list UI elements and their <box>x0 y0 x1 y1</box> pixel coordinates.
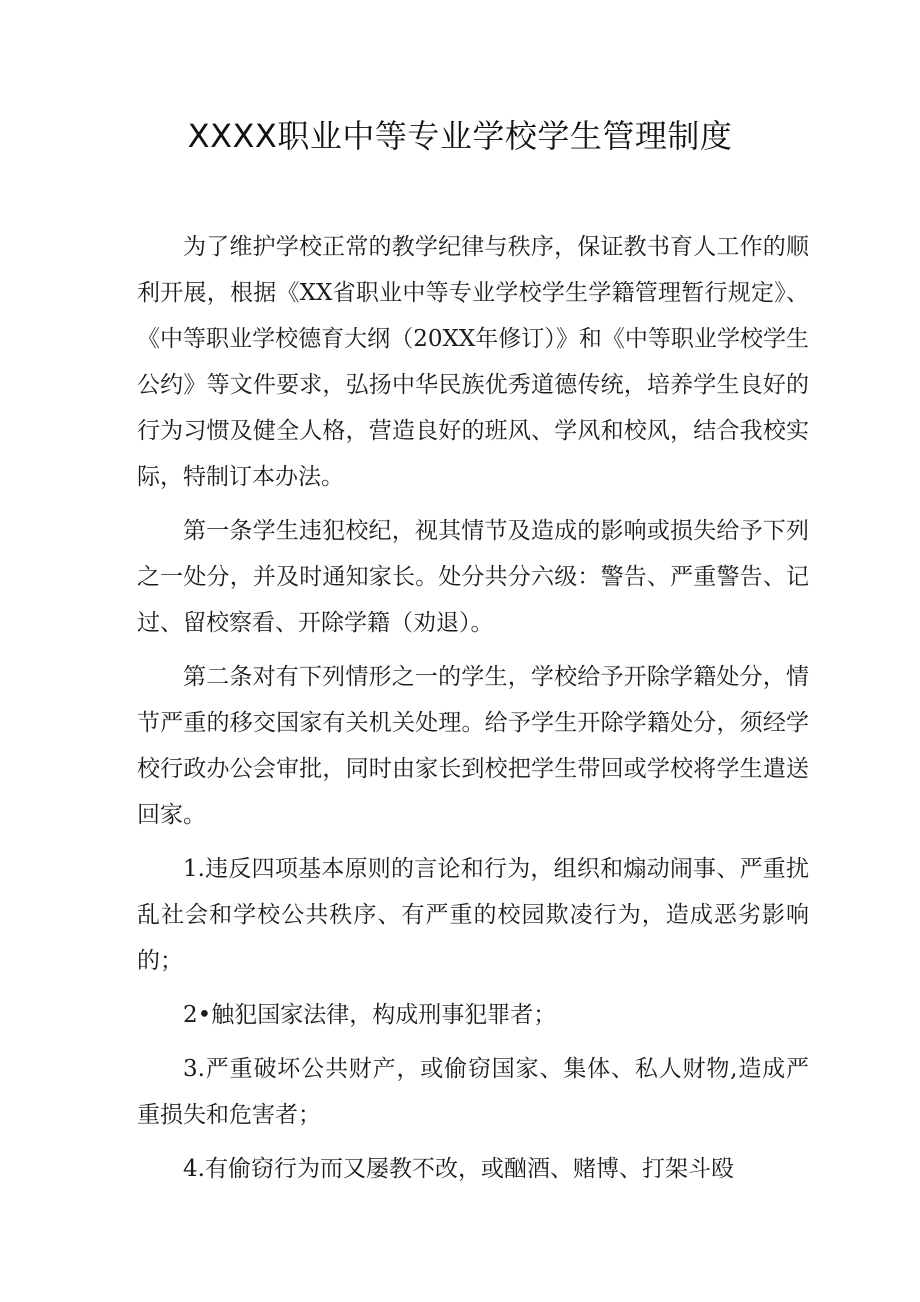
list-item-4 <box>137 1146 809 1192</box>
paragraph-intro <box>137 224 809 500</box>
list-item-2 <box>137 992 809 1038</box>
paragraph-article-2 <box>137 654 809 838</box>
paragraph-text: 1.违反四项基本原则的言论和行为，组织和煽动闹事、严重扰乱社会和学校公共秩序、有严重的校园欺凌行为，造成恶劣影响的； <box>137 856 809 974</box>
document-body <box>137 224 809 1200</box>
paragraph-text: 对有下列情形之一的学生，学校给予开除学籍处分，情节严重的移交国家有关机关处理。给予学生开除学籍处分，须经学校行政办公会审批，同时由家长到校把学生带回或学校将学生遣送回家。 <box>137 664 810 828</box>
list-item-3 <box>137 1046 809 1138</box>
paragraph-article-1 <box>137 508 809 646</box>
paragraph-text: 学生违犯校纪，视其情节及造成的影响或损失给予下列之一处分，并及时通知家长。处分共分六级：警告、严重警告、记过、留校察看、开除学籍（劝退）。 <box>137 518 810 636</box>
article-heading: 第一条 <box>183 518 253 544</box>
page-title: XXXX职业中等专业学校学生管理制度 <box>187 117 733 155</box>
article-heading: 第二条 <box>183 664 253 690</box>
paragraph-text: 为了维护学校正常的教学纪律与秩序，保证教书育人工作的顺利开展，根据《XX省职业中等专业学校学生学籍管理暂行规定》、《中等职业学校德育大纲（20XX年修订）》和《中等职业学校学生公约》等文件要求，弘扬中华民族优秀道德传统，培养学生良好的行为习惯及健全人格，营造良好的班风、学风和校风，结合我校实际，特制订本办法。 <box>137 234 809 490</box>
paragraph-text: 4.有偷窃行为而又屡教不改，或酗酒、赌博、打架斗殴 <box>183 1156 734 1182</box>
paragraph-text: 2•触犯国家法律，构成刑事犯罪者； <box>183 1002 557 1028</box>
paragraph-text: 3.严重破坏公共财产，或偷窃国家、集体、私人财物,造成严重损失和危害者； <box>137 1056 809 1128</box>
list-item-1 <box>137 846 809 984</box>
